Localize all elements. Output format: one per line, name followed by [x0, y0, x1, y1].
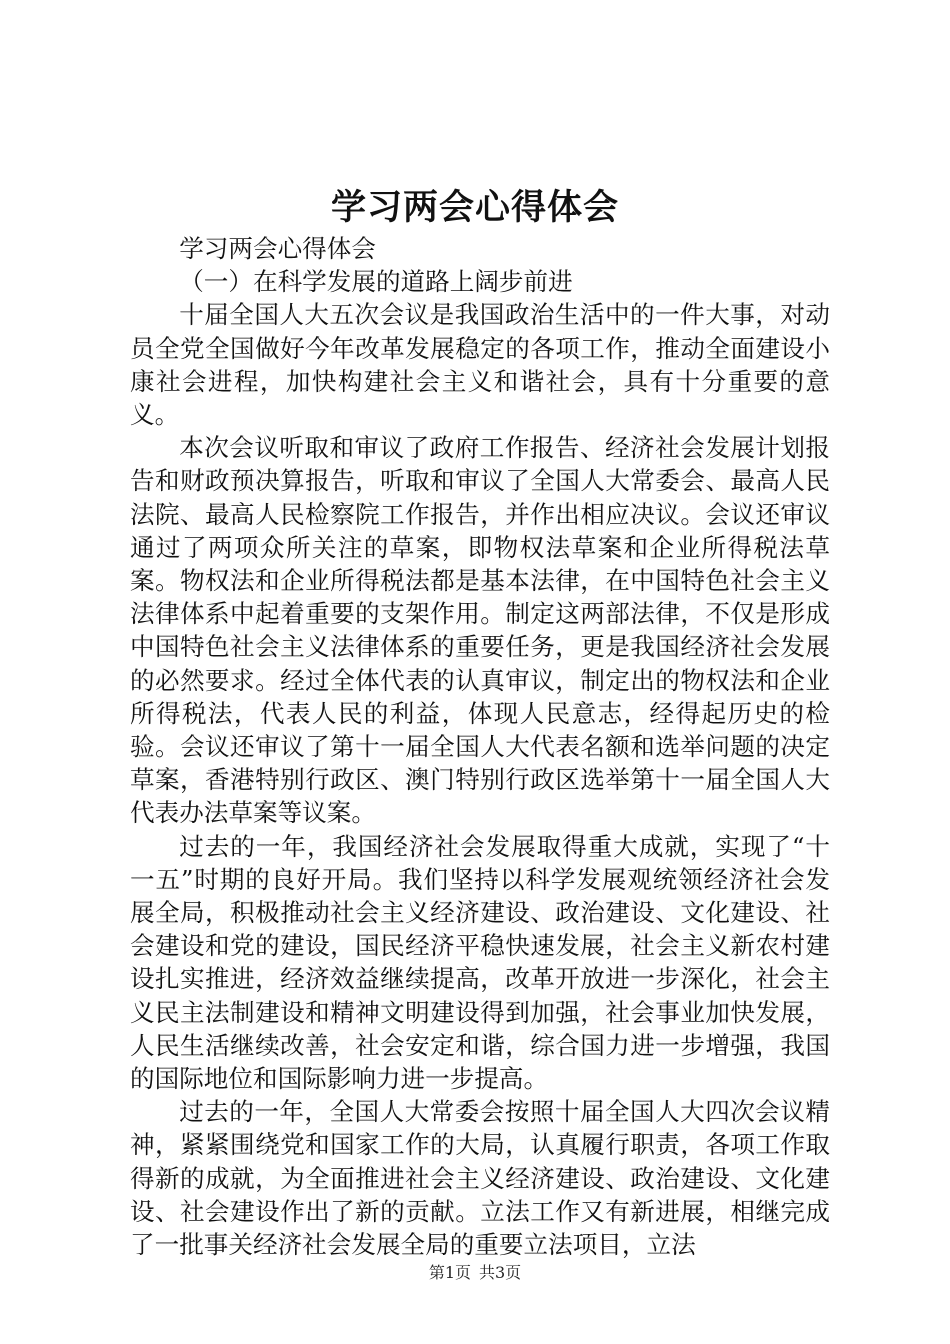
page-total: 共3页 [479, 1263, 522, 1282]
page-footer [0, 1262, 950, 1284]
page-number: 第1页 [428, 1263, 471, 1282]
body-paragraph: 十届全国人大五次会议是我国政治生活中的一件大事，对动员全党全国做好今年改革发展稳定的各项工作，推动全面建设小康社会进程，加快构建社会主义和谐社会，具有十分重要的意义。 [130, 300, 830, 430]
body-paragraph: 过去的一年，全国人大常委会按照十届全国人大四次会议精神，紧紧围绕党和国家工作的大局，认真履行职责，各项工作取得新的成就，为全面推进社会主义经济建设、政治建设、文化建设、社会建设作出了新的贡献。立法工作又有新进展，相继完成了一批事关经济社会发展全局的重要立法项目，立法 [130, 1097, 830, 1260]
body-paragraph: 过去的一年，我国经济社会发展取得重大成就，实现了“十一五”时期的良好开局。我们坚持以科学发展观统领经济社会发展全局，积极推动社会主义经济建设、政治建设、文化建设、社会建设和党的建设，国民经济平稳快速发展，社会主义新农村建设扎实推进，经济效益继续提高，改革开放进一步深化，社会主义民主法制建设和精神文明建设得到加强，社会事业加快发展，人民生活继续改善，社会安定和谐，综合国力进一步增强，我国的国际地位和国际影响力进一步提高。 [130, 831, 830, 1094]
document-body [130, 232, 830, 1261]
page-title: 学习两会心得体会 [330, 188, 619, 228]
subtitle-paragraph: 学习两会心得体会 [179, 234, 376, 263]
section-heading: （一）在科学发展的道路上阔步前进 [179, 267, 573, 297]
body-paragraph: 本次会议听取和审议了政府工作报告、经济社会发展计划报告和财政预决算报告，听取和审议了全国人大常委会、最高人民法院、最高人民检察院工作报告，并作出相应决议。会议还审议通过了两项众所关注的草案，即物权法草案和企业所得税法草案。物权法和企业所得税法都是基本法律，在中国特色社会主义法律体系中起着重要的支架作用。制定这两部法律，不仅是形成中国特色社会主义法律体系的重要任务，更是我国经济社会发展的必然要求。经过全体代表的认真审议，制定出的物权法和企业所得税法，代表人民的利益，体现人民意志，经得起历史的检验。会议还审议了第十一届全国人大代表名额和选举问题的决定草案，香港特别行政区、澳门特别行政区选举第十一届全国人大代表办法草案等议案。 [130, 433, 830, 828]
